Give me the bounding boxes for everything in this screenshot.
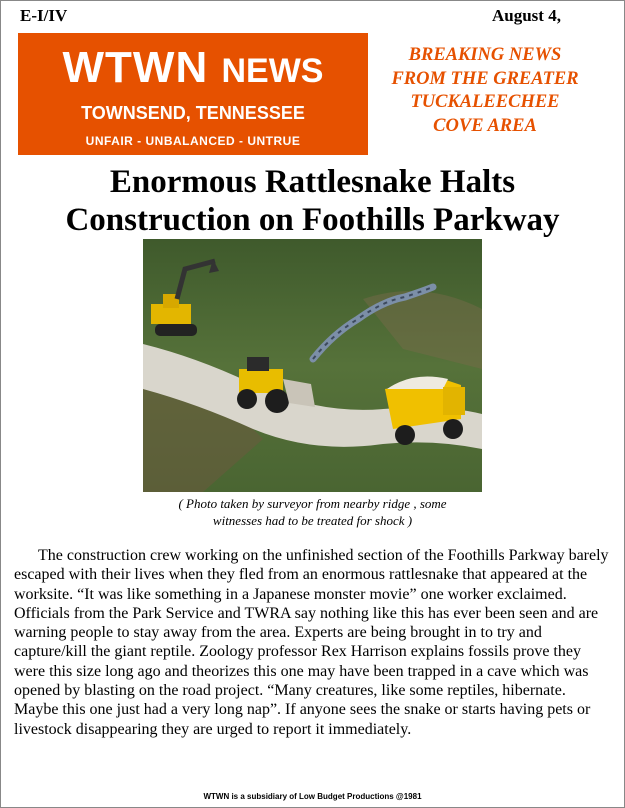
breaking-news-banner bbox=[378, 44, 592, 138]
photo-caption bbox=[140, 495, 485, 529]
masthead-tagline: UNFAIR - UNBALANCED - UNTRUE bbox=[85, 134, 301, 148]
footer-credit: WTWN is a subsidiary of Low Budget Productions @1981 bbox=[203, 792, 422, 801]
breaking-line: TUCKALEECHEE bbox=[410, 92, 560, 112]
article-body: The construction crew working on the unfinished section of the Foothills Parkway barely escaped with their lives when they fled from an enormous rattlesnake that appeared at the worksite. “It was like something in a Japanese monster movie” one worker exclaimed. Officials from the Park Service and TWRA say nothing like this has ever been seen and are warning people to stay away from the area. Experts are being brought in to try and capture/kill the giant reptile. Zoology professor Rex Harrison explains fossils prove they were this size long ago and theorizes this one may have been trapped in a cave which was opened by blasting on the road project. “Many creatures, like some reptiles, hibernate. Maybe this one just had a very long nap”. If anyone sees the snake or starts having pets or livestock disappearing they are urged to report it immediately. bbox=[14, 547, 609, 738]
masthead-title-main: WTWN bbox=[62, 43, 209, 92]
caption-line: ( Photo taken by surveyor from nearby ridge , some bbox=[178, 496, 447, 511]
masthead bbox=[18, 33, 368, 155]
headline-line: Construction on Foothills Parkway bbox=[65, 202, 560, 238]
issue-number: E-I/IV bbox=[20, 6, 68, 25]
breaking-line: FROM THE GREATER bbox=[391, 68, 579, 89]
masthead-title bbox=[18, 43, 368, 93]
headline-line: Enormous Rattlesnake Halts bbox=[109, 164, 516, 200]
masthead-title-news: NEWS bbox=[221, 52, 324, 90]
headline bbox=[0, 163, 625, 239]
breaking-line: COVE AREA bbox=[433, 115, 537, 136]
news-photo bbox=[143, 239, 482, 492]
masthead-location: TOWNSEND, TENNESSEE bbox=[81, 103, 305, 123]
caption-line: witnesses had to be treated for shock ) bbox=[212, 513, 413, 528]
issue-date: August 4, bbox=[492, 6, 561, 25]
breaking-line: BREAKING NEWS bbox=[408, 45, 562, 65]
